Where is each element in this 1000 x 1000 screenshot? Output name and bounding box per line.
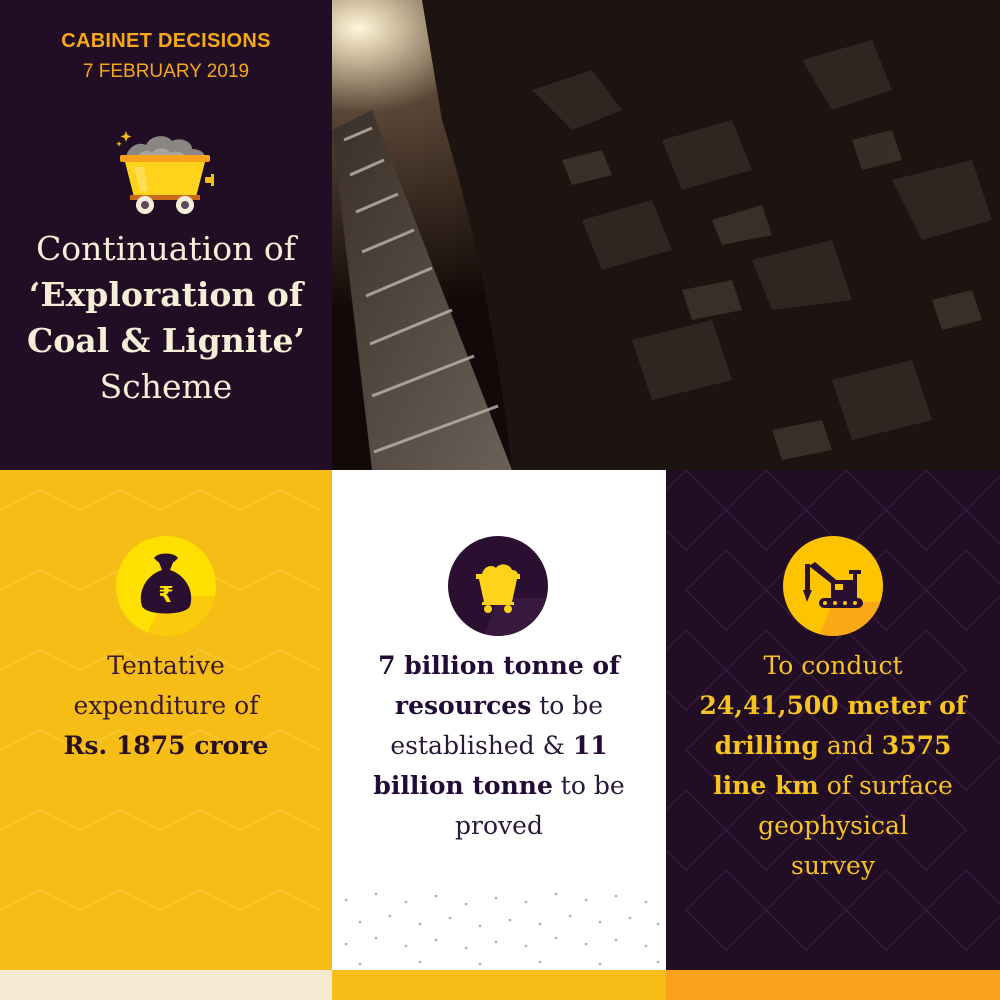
drilling-line-6: survey: [791, 851, 875, 880]
drilling-mid-1: and: [818, 731, 882, 760]
resources-text: [350, 646, 648, 846]
cabinet-decisions-heading: CABINET DECISIONS: [61, 30, 271, 52]
decision-date: 7 FEBRUARY 2019: [82, 61, 250, 82]
drilling-bold-1: 24,41,500 meter of: [699, 691, 967, 720]
coal-cart-badge: [448, 536, 548, 636]
resources-bold-2: resources: [394, 691, 532, 720]
footer-strip-left: [0, 970, 332, 1000]
resources-text-7: to be: [552, 771, 625, 800]
resources-card: [332, 470, 666, 970]
drilling-bold-2: drilling: [714, 731, 819, 760]
drilling-card: [666, 470, 1000, 970]
title-line-3: Coal & Lignite’: [26, 321, 306, 360]
title-line-2: ‘Exploration of: [28, 275, 304, 314]
expenditure-card: [0, 470, 332, 970]
expenditure-line-2: expenditure of: [73, 691, 259, 720]
scheme-title: [0, 226, 332, 410]
title-line-1: Continuation of: [36, 229, 296, 268]
footer-strip-middle: [332, 970, 666, 1000]
expenditure-line-1: Tentative: [107, 651, 225, 680]
title-panel: [0, 0, 332, 470]
coal-cart-icon: [448, 536, 548, 636]
drilling-rig-icon: [783, 536, 883, 636]
resources-text-3: to be: [531, 691, 604, 720]
drilling-mid-2: of surface: [818, 771, 953, 800]
coal-mine-photo: [332, 0, 1000, 470]
resources-text-8: proved: [455, 811, 543, 840]
money-bag-badge: [116, 536, 216, 636]
expenditure-text: [18, 646, 314, 766]
resources-bold-1: 7 billion tonne of: [378, 651, 620, 680]
rupee-symbol: ₹: [158, 583, 174, 608]
resources-bold-6: billion tonne: [373, 771, 553, 800]
drilling-text: [684, 646, 982, 886]
resources-bold-5: 11: [572, 731, 608, 760]
coal-cart-icon: [112, 125, 217, 217]
expenditure-amount: Rs. 1875 crore: [63, 731, 269, 760]
footer-strip-right: [666, 970, 1000, 1000]
money-bag-rupee-icon: [116, 536, 216, 636]
resources-text-4: established &: [390, 731, 573, 760]
drilling-rig-badge: [783, 536, 883, 636]
drilling-line-5: geophysical: [758, 811, 908, 840]
title-line-4: Scheme: [99, 367, 233, 406]
drilling-line-1: To conduct: [763, 651, 903, 680]
drilling-bold-3: 3575: [881, 731, 952, 760]
drilling-bold-4: line km: [713, 771, 819, 800]
